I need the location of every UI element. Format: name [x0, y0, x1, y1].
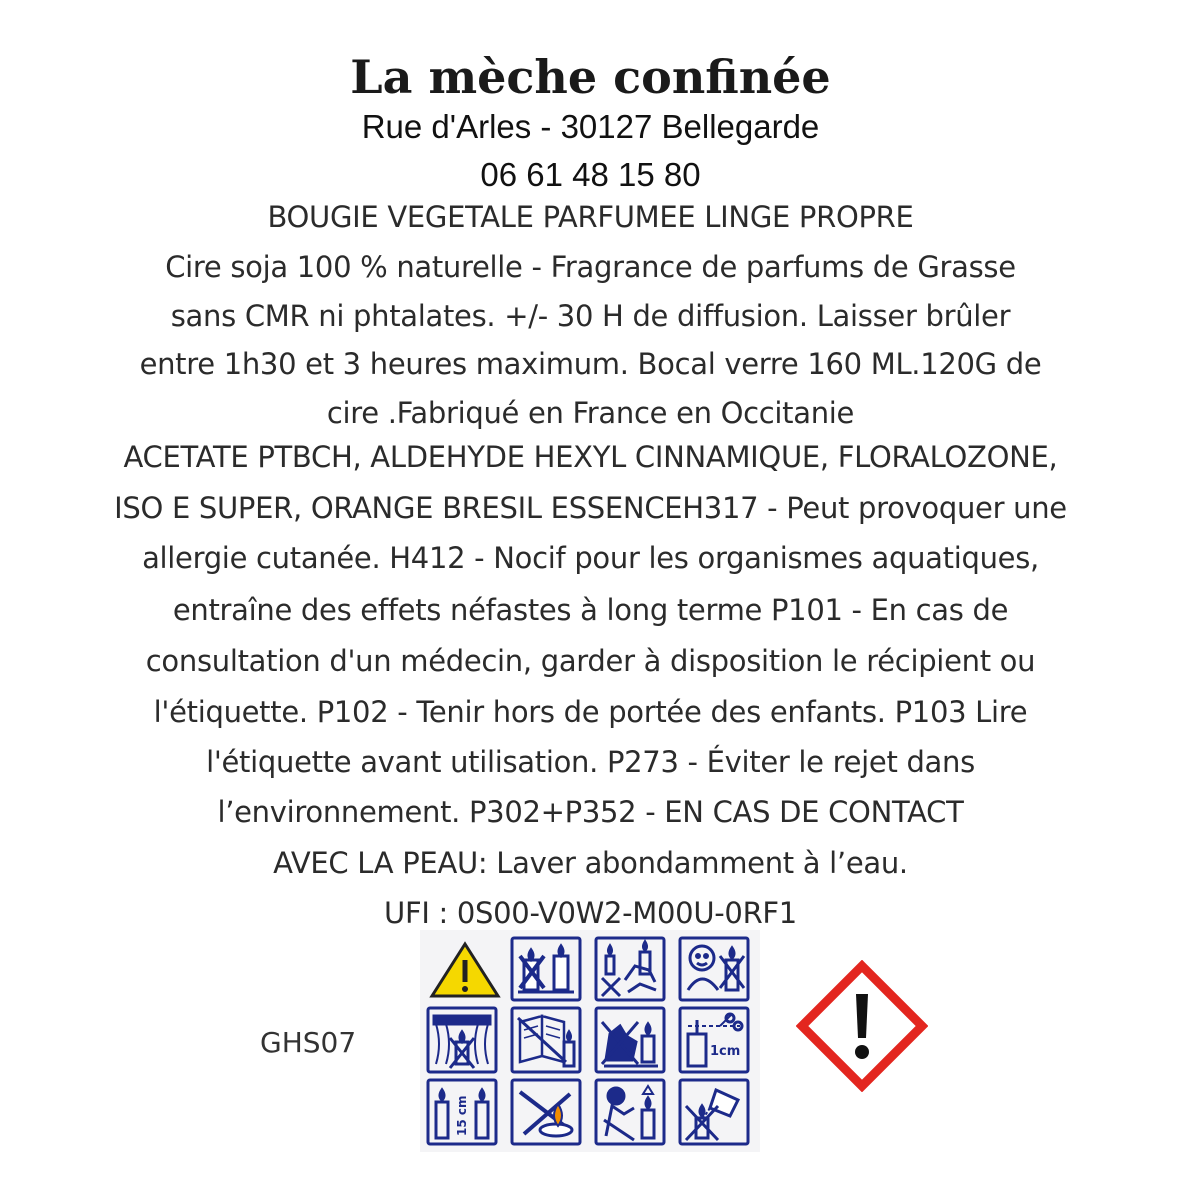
address: Rue d'Arles - 30127 Bellegarde: [361, 108, 820, 145]
safety-line: l'étiquette. P102 - Tenir hors de portée des enfants. P103 Lire: [153, 695, 1028, 729]
phone: 06 61 48 15 80: [480, 156, 701, 193]
safety-line: ACETATE PTBCH, ALDEHYDE HEXYL CINNAMIQUE, FLORALOZONE,: [123, 440, 1058, 474]
one-cm-label: 1cm: [710, 1044, 741, 1059]
keep-away-from-children-icon: [680, 938, 748, 1000]
trim-wick-1cm-icon: [680, 1008, 748, 1072]
product-line: cire .Fabriqué en France en Occitanie: [326, 396, 855, 430]
product-line: sans CMR ni phtalates. +/- 30 H de diffusion. Laisser brûler: [170, 299, 1011, 333]
safety-line: entraîne des effets néfastes à long terme P101 - En cas de: [172, 593, 1009, 627]
no-candle-near-curtains-window-icon: [428, 1008, 496, 1072]
ghs07-exclamation-icon: [796, 960, 928, 1097]
fifteen-cm-label: 15 cm: [455, 1095, 469, 1136]
product-line: entre 1h30 et 3 heures maximum. Bocal verre 160 ML.120G de: [139, 347, 1042, 381]
safety-line: ISO E SUPER, ORANGE BRESIL ESSENCEH317 - Peut provoquer une: [114, 491, 1067, 525]
safety-line: consultation d'un médecin, garder à disposition le récipient ou: [145, 644, 1036, 678]
safety-line: l'étiquette avant utilisation. P273 - Éviter le rejet dans: [206, 745, 975, 779]
ghs-label: GHS07: [260, 1026, 357, 1059]
product-line: Cire soja 100 % naturelle - Fragrance de parfums de Grasse: [165, 250, 1016, 284]
ufi-code: UFI : 0S00-V0W2-M00U-0RF1: [384, 896, 797, 930]
no-knife-on-flame-icon: [512, 1080, 580, 1144]
safety-line: l’environnement. P302+P352 - EN CAS DE CONTACT: [217, 795, 964, 829]
warning-triangle-icon: [432, 944, 498, 996]
safety-line: AVEC LA PEAU: Laver abondamment à l’eau.: [273, 846, 908, 880]
brand-title: La mèche confinée: [350, 50, 831, 104]
never-leave-unattended-icon: [596, 1080, 664, 1144]
no-candle-under-shelf-icon: [512, 938, 580, 1000]
product-line: BOUGIE VEGETALE PARFUMEE LINGE PROPRE: [267, 200, 914, 234]
no-candle-near-book-icon: [512, 1008, 580, 1072]
no-candle-near-curtains-icon: [596, 938, 664, 1000]
no-candle-near-pets-icon: [596, 1008, 664, 1072]
no-water-on-flame-icon: [680, 1080, 748, 1144]
candle-spacing-15cm-icon: [428, 1080, 496, 1144]
safety-line: allergie cutanée. H412 - Nocif pour les organismes aquatiques,: [142, 541, 1039, 575]
candle-safety-pictogram-grid: [420, 930, 760, 1152]
